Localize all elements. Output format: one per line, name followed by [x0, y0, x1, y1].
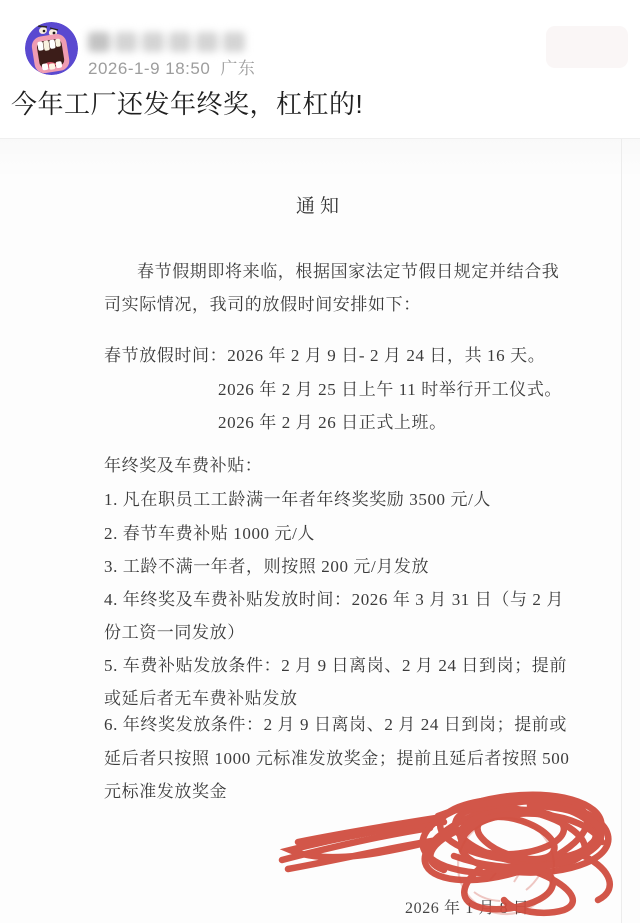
notice-holiday-line2: 2026 年 2 月 25 日上午 11 时举行开工仪式。	[218, 380, 563, 399]
notice-title: 通知	[295, 196, 344, 217]
notice-date: 2026 年 1 月 8 日	[405, 900, 530, 917]
notice-item-6-line3: 元标准发放奖金	[104, 782, 228, 801]
notice-item-4-line1: 4. 年终奖及车费补贴发放时间：2026 年 3 月 31 日（与 2 月	[104, 590, 564, 609]
notice-item-6-line2: 延后者只按照 1000 元标准发放奖金；提前且延后者按照 500	[104, 749, 570, 768]
notice-item-1: 1. 凡在职员工工龄满一年者年终奖奖励 3500 元/人	[104, 490, 492, 509]
post-timestamp: 2026-1-9 18:50	[88, 59, 211, 78]
notice-item-5-line1: 5. 车费补贴发放条件：2 月 9 日离岗、2 月 24 日到岗；提前	[104, 656, 567, 675]
notice-intro-line1: 春节假期即将来临，根据国家法定节假日规定并结合我	[137, 262, 560, 281]
notice-holiday-line3: 2026 年 2 月 26 日正式上班。	[218, 413, 447, 432]
avatar-mouth-icon	[25, 22, 78, 75]
masked-follow-button[interactable]	[546, 26, 628, 68]
notice-item-4-line2: 份工资一同发放）	[104, 623, 245, 642]
notice-item-2: 2. 春节车费补贴 1000 元/人	[104, 524, 316, 543]
notice-intro-line2: 司实际情况，我司的放假时间安排如下：	[104, 295, 421, 314]
post-meta	[88, 54, 255, 79]
post-title: 今年工厂还发年终奖，杠杠的!	[11, 89, 364, 119]
notice-photo[interactable]	[0, 138, 640, 923]
avatar[interactable]	[25, 22, 78, 75]
post-location: 广东	[220, 59, 256, 78]
username-redacted[interactable]	[88, 30, 245, 54]
photo-shading	[0, 139, 640, 179]
notice-item-6-line1: 6. 年终奖发放条件：2 月 9 日离岗、2 月 24 日到岗；提前或	[104, 715, 567, 734]
paper-edge	[621, 139, 622, 923]
notice-item-3: 3. 工龄不满一年者，则按照 200 元/月发放	[104, 557, 430, 576]
notice-section-heading: 年终奖及车费补贴：	[104, 456, 263, 475]
notice-item-5-line2: 或延后者无车费补贴发放	[104, 689, 298, 708]
notice-holiday-line1: 春节放假时间：2026 年 2 月 9 日- 2 月 24 日，共 16 天。	[104, 346, 546, 365]
